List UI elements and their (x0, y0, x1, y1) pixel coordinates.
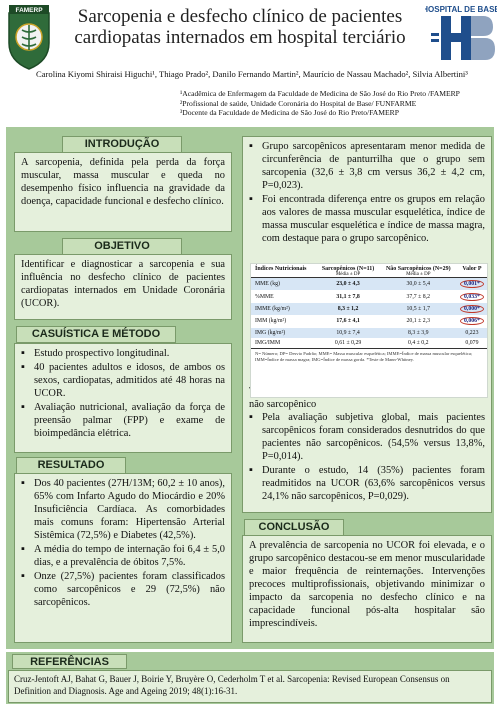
table-cell: 8,3 ± 1,2 (317, 303, 380, 315)
table-cell: 10,5 ± 1,7 (380, 303, 457, 315)
table-cell (457, 278, 487, 291)
resultado-box (14, 473, 232, 643)
conclusao-title: CONCLUSÃO (244, 519, 344, 536)
referencias-text: Cruz-Jentoft AJ, Bahat G, Bauer J, Boirie Y, Bruyère O, Cederholm T et al. Sarcopenia: Revised European Consensus on Definition and Diagnosis. Age and Ageing 2019; 48(1):16-31. (14, 674, 450, 696)
table-cell (457, 315, 487, 327)
p-value-highlight: 0,006* (460, 317, 484, 325)
introducao-text: A sarcopenia, definida pela perda da força muscular, massa muscular e queda no desempenho físico influencia na gravidade da doença, capacidade funcional e desfecho clínico. (21, 157, 225, 207)
metodo-box (14, 343, 232, 453)
table-caption: não sarcopênico (249, 399, 317, 410)
p-value-highlight: 0,001* (460, 280, 484, 288)
table-cell: IMG (kg/m²) (251, 328, 317, 338)
metodo-title: CASUÍSTICA E MÉTODO (16, 326, 176, 343)
resultado-detalhe-item: ▪ Durante o estudo, 14 (35%) pacientes foram readmitidos na UCOR (63,6% sarcopênicos versus 24,1% não sarcopênicos, P=0,029). (249, 464, 485, 503)
table-cell: IMME (kg/m²) (251, 303, 317, 315)
table-cell: IMM (kg/m²) (255, 318, 287, 325)
nutritional-indices-table (250, 263, 488, 398)
table-row (251, 338, 487, 348)
famerp-logo (5, 3, 53, 71)
table-row (251, 328, 487, 338)
resultado-item: ▪ Onze (27,5%) pacientes foram classificados como sarcopênicos e 29 (72,5%) não sarcopênicos. (21, 570, 225, 609)
table-cell: 23,0 ± 4,3 (317, 278, 380, 291)
resultado-title: RESULTADO (16, 457, 126, 474)
logo-right-text: HOSPITAL DE BASE (425, 5, 497, 14)
resultado-detalhe-item: ▪ Foi encontrada diferença entre os grupos em relação aos valores de massa muscular esquelética, índice de massa muscular esquelética e índice de massa magra, com destaque para o grupo sarcopênico. (249, 193, 485, 245)
p-value-highlight: 0,033* (460, 293, 484, 301)
author-list: Carolina Kiyomi Shiraisi Higuchi¹, Thiago Prado², Danilo Fernando Martin², Maurício de Nassau Machado², Silvia Albertini³ (36, 69, 468, 79)
table-cell: MME (kg) (251, 278, 317, 291)
resultado-detalhe-item: ▪ Grupo sarcopênicos apresentaram menor medida de circunferência de panturrilha que o grupo sem sarcopenia (32,6 ± 3,8 cm versus 36,2 ± 4,2 cm, P=0,023). (249, 140, 485, 192)
table-cell: %MME (255, 293, 274, 300)
table-row (251, 278, 487, 291)
resultado-detalhe-item: ▪ Pela avaliação subjetiva global, mais pacientes sarcopênicos foram considerados desnutridos do que pacientes não sarcopênicos. (54,5% versus 13,8%, P=0,014). (249, 411, 485, 463)
table-subheader: Média ± DP (406, 272, 431, 277)
table-header: Índices Nutricionais (255, 266, 307, 272)
table-cell: 17,6 ± 4,1 (336, 318, 360, 325)
table-cell: IMG/IMM (255, 340, 281, 347)
affiliation-2: ²Profissional de saúde, Unidade Coronária do Hospital de Base/ FUNFARME (180, 98, 417, 108)
poster-title: Sarcopenia e desfecho clínico de pacientes cardiopatas internados em hospital terciário (74, 6, 406, 48)
table-cell: 0,223 (457, 328, 487, 338)
table-cell: 30,0 ± 5,4 (380, 278, 457, 291)
affiliation-1: ¹Acadêmica de Enfermagem da Faculdade de Medicina de São José do Rio Preto /FAMERP (180, 89, 460, 98)
table-subheader: Média ± DP (335, 272, 361, 277)
p-value-highlight: 0,000* (460, 305, 484, 313)
referencias-title: REFERÊNCIAS (12, 654, 127, 669)
poster-header (0, 0, 500, 126)
metodo-item: ▪ Avaliação nutricional, avaliação da força de preensão palmar (FPP) e exame de bioimpedância elétrica. (21, 401, 225, 440)
table-header: Não Sarcopênicos (N=29) (385, 266, 451, 272)
referencias-box (8, 670, 492, 703)
objetivo-box (14, 254, 232, 320)
introducao-title: INTRODUÇÃO (62, 136, 182, 153)
table-cell: 8,3 ± 3,9 (380, 328, 457, 338)
objetivo-title: OBJETIVO (62, 238, 182, 255)
table-header: Sarcopênicos (N=11) (321, 266, 375, 272)
table-cell: 20,1 ± 2,3 (406, 318, 431, 325)
table-cell: 0,61 ± 0,29 (334, 340, 362, 347)
table-cell (457, 303, 487, 315)
objetivo-text: Identificar e diagnosticar a sarcopenia e sua influência no desfecho clínico de pacientes cardiopatas internados em Unidade Coronária (UCOR). (21, 259, 225, 309)
table-row (251, 290, 487, 302)
table-cell: 10,9 ± 7,4 (317, 328, 380, 338)
affiliation-3: ³Docente da Faculdade de Medicina de São José do Rio Preto/FAMERP (180, 108, 399, 118)
affiliations (180, 89, 498, 118)
resultado-item: ▪ Dos 40 pacientes (27H/13M; 60,2 ± 10 anos), 65% com Infarto Agudo do Miocárdio e 20% Insuficiência Cardíaca. As comorbidades mais comuns foram: Hipertensão Arterial Sistêmica (72,5%) e Diabetes (42,5%). (21, 477, 225, 542)
conclusao-text: A prevalência de sarcopenia no UCOR foi elevada, e o grupo sarcopênico destacou-se em menor muscularidade e maior frequência de reinternações. Intervenções precoces multiprofissionais, objetivando minimizar o impacto da sarcopenia no desfecho clínico e na capacidade funcional pós-alta hospitalar são imprescindíveis. (249, 540, 485, 629)
table-header: Valor P (462, 266, 482, 272)
table-cell (457, 290, 487, 302)
table-cell: 0,079 (465, 340, 479, 347)
table-cell: 37,7 ± 8,2 (406, 293, 431, 300)
metodo-item: ▪ Estudo prospectivo longitudinal. (21, 347, 225, 360)
table-note: N= Número; DP= Desvio Padrão; MME= Massa muscular esquelética; IMME=Índice de massa muscular esquelética; IMM=Índice de massa magra; IMG=Índice de massa gorda. *Teste de Mann-Whitney. (251, 348, 487, 364)
logo-left-text: FAMERP (15, 7, 43, 14)
table-row (251, 315, 487, 327)
table-cell: 0,4 ± 0,2 (407, 340, 429, 347)
introducao-box (14, 152, 232, 232)
resultado-item: ▪ A média do tempo de internação foi 6,4 ± 5,0 dias, e a prevalência de óbitos 7,5%. (21, 543, 225, 569)
table-cell: 31,1 ± 7,8 (336, 293, 360, 300)
hospital-de-base-logo (425, 3, 497, 61)
metodo-item: ▪ 40 pacientes adultos e idosos, de ambos os sexos, cardiopatas, admitidos até 48 horas na UCOR. (21, 361, 225, 400)
table-row (251, 303, 487, 315)
conclusao-box (242, 535, 492, 643)
